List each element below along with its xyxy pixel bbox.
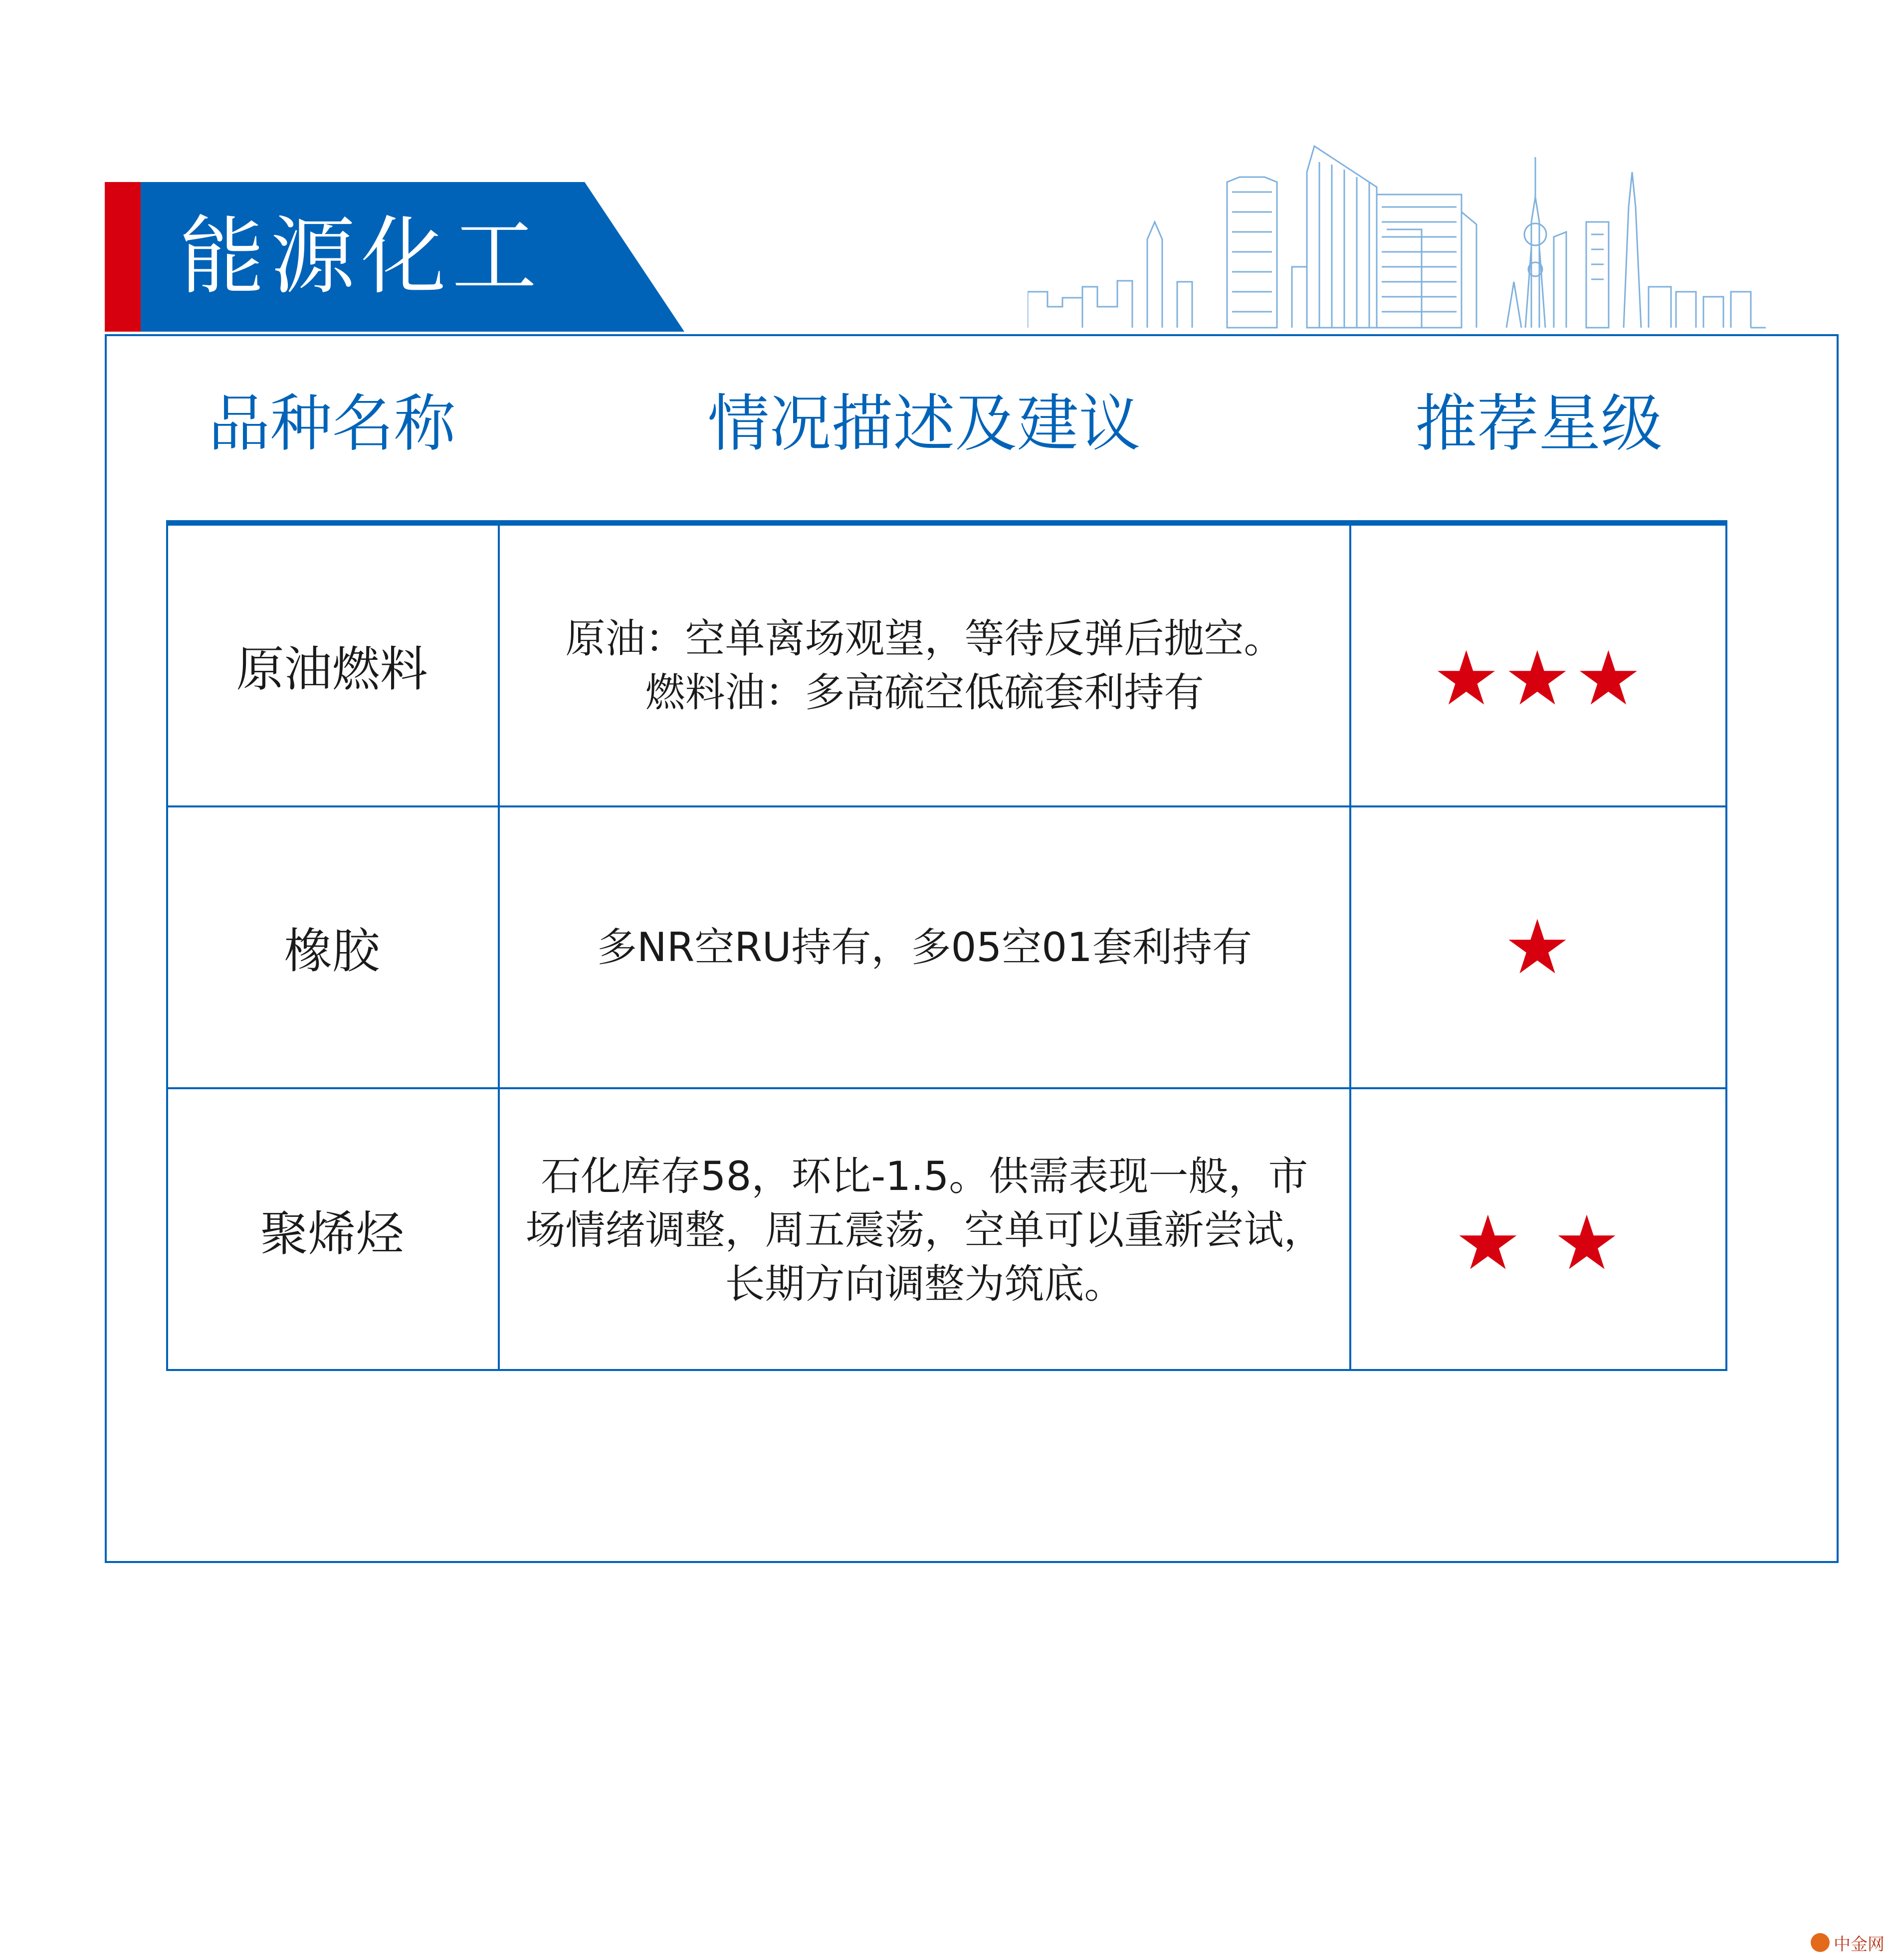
column-header-name: 品种名称 <box>208 388 456 460</box>
watermark-logo <box>1811 1930 1885 1955</box>
table-row-name: 原油燃料 <box>236 641 428 697</box>
table-row-name: 橡胶 <box>284 923 380 979</box>
star-rating: ★ <box>1503 904 1575 991</box>
banner-accent-bar <box>105 182 141 332</box>
description-line: 石化库存58，环比-1.5。供需表现一般，市 <box>541 1153 1308 1199</box>
table-row-name: 聚烯烃 <box>260 1206 404 1262</box>
logo-text: 中金网 <box>1834 1934 1885 1955</box>
description-line: 场情绪调整，周五震荡，空单可以重新尝试， <box>525 1206 1324 1253</box>
description-line: 原油：空单离场观望，等待反弹后抛空。 <box>565 615 1284 662</box>
section-title: 能源化工 <box>180 207 543 306</box>
table-row-description <box>500 807 1349 1087</box>
description-line: 燃料油：多高硫空低硫套利持有 <box>645 669 1204 716</box>
table-row-description <box>500 526 1349 805</box>
star-rating: ★★★ <box>1433 635 1646 722</box>
column-header-description: 情况描述及建议 <box>707 388 1141 460</box>
city-skyline-illustration <box>1028 142 1766 332</box>
description-line: 多NR空RU持有，多05空01套利持有 <box>597 924 1253 971</box>
description-line: 长期方向调整为筑底。 <box>725 1260 1124 1307</box>
logo-icon <box>1811 1933 1830 1952</box>
table-row-description <box>500 1089 1349 1371</box>
table-header-rule <box>166 520 1727 526</box>
star-rating: ★ ★ <box>1454 1199 1625 1287</box>
column-header-rating: 推荐星级 <box>1415 388 1663 460</box>
